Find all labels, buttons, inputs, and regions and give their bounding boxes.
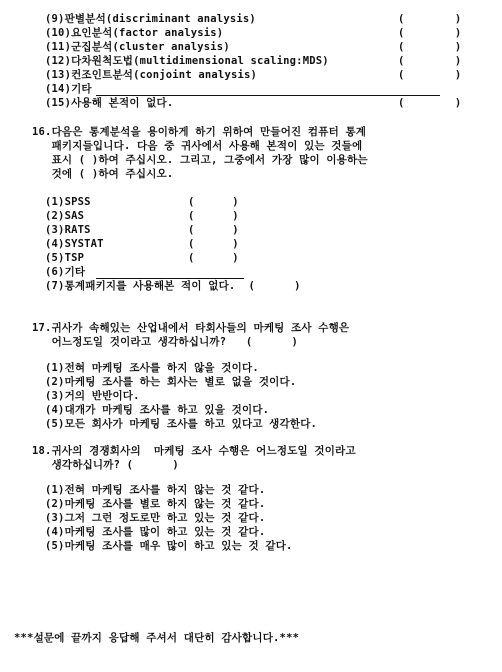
q15-option-11-blank[interactable]: ( ) — [398, 41, 462, 53]
q17-option-5: (5)모든 회사가 마케팅 조사를 하고 있다고 생각한다. — [45, 418, 318, 430]
q18-option-3: (3)그저 그런 정도로만 하고 있는 것 같다. — [45, 512, 266, 524]
q16-text-line-4: 것에 ( )하여 주십시오. — [32, 168, 174, 180]
q18-option-1: (1)전혀 마케팅 조사를 하지 않는 것 같다. — [45, 484, 266, 496]
q17-option-2: (2)마케팅 조사를 하는 회사는 별로 없을 것이다. — [45, 376, 297, 388]
q16-option-1: (1)SPSS — [45, 196, 91, 208]
q15-option-12-blank[interactable]: ( ) — [398, 55, 462, 67]
q15-option-14-fill-line[interactable] — [96, 95, 440, 96]
q18-option-2: (2)마케팅 조사를 별로 하지 않는 것 같다. — [45, 498, 266, 510]
q15-option-15: (15)사용해 본적이 없다. — [45, 97, 174, 109]
q16-option-6: (6)기타 — [45, 266, 86, 278]
q17-option-4: (4)대개가 마케팅 조사를 하고 있을 것이다. — [45, 404, 270, 416]
q15-option-9-blank[interactable]: ( ) — [398, 13, 462, 25]
q16-option-3: (3)RATS — [45, 224, 91, 236]
q15-option-14: (14)기타 — [45, 83, 92, 95]
q16-option-7: (7)통계패키지를 사용해본 적이 없다. ( ) — [45, 280, 301, 292]
q15-option-10-blank[interactable]: ( ) — [398, 27, 462, 39]
q16-option-4: (4)SYSTAT — [45, 238, 104, 250]
q16-text-line-2: 패키지들입니다. 다음 중 귀사에서 사용해 본적이 있는 것들에 — [32, 140, 363, 152]
q18-option-4: (4)마케팅 조사를 많이 하고 있는 것 같다. — [45, 526, 266, 538]
q15-option-9: (9)판별분석(discriminant analysis) — [45, 13, 256, 25]
q17-text-line-2: 어느정도일 것이라고 생각하십니까? ( ) — [32, 336, 299, 348]
q17-option-3: (3)거의 반반이다. — [45, 390, 140, 402]
q16-option-2: (2)SAS — [45, 210, 85, 222]
q16-option-4-blank[interactable]: ( ) — [188, 238, 239, 250]
q15-option-10: (10)요인분석(factor analysis) — [45, 27, 224, 39]
q16-option-3-blank[interactable]: ( ) — [188, 224, 239, 236]
q16-option-5: (5)TSP — [45, 252, 85, 264]
q18-option-5: (5)마케팅 조사를 매우 많이 하고 있는 것 같다. — [45, 540, 293, 552]
q16-text-line-3: 표시 ( )하여 주십시오. 그리고, 그중에서 가장 많이 이용하는 — [32, 154, 368, 166]
q17-text-line-1: 17.귀사가 속해있는 산업내에서 타회사들의 마케팅 조사 수행은 — [32, 322, 350, 334]
q15-option-11: (11)군집분석(cluster analysis) — [45, 41, 230, 53]
q15-option-15-blank[interactable]: ( ) — [398, 97, 462, 109]
q16-text-line-1: 16.다음은 통계분석을 용이하게 하기 위하여 만들어진 컴퓨터 통계 — [32, 126, 367, 138]
closing-thanks: ***설문에 끝까지 응답해 주셔서 대단히 감사합니다.*** — [14, 632, 300, 644]
q18-text-line-1: 18.귀사의 경쟁회사의 마케팅 조사 수행은 어느정도일 것이라고 — [32, 445, 356, 457]
q15-option-13-blank[interactable]: ( ) — [398, 69, 462, 81]
q15-option-12: (12)다차원척도법(multidimensional scaling:MDS) — [45, 55, 329, 67]
q18-text-line-2: 생각하십니까? ( ) — [32, 459, 179, 471]
q16-option-5-blank[interactable]: ( ) — [188, 252, 239, 264]
q15-option-13: (13)컨조인트분석(conjoint analysis) — [45, 69, 258, 81]
q16-option-2-blank[interactable]: ( ) — [188, 210, 239, 222]
q16-option-6-fill-line[interactable] — [96, 278, 244, 279]
q17-option-1: (1)전혀 마케팅 조사를 하지 않을 것이다. — [45, 362, 259, 374]
q16-option-1-blank[interactable]: ( ) — [188, 196, 239, 208]
